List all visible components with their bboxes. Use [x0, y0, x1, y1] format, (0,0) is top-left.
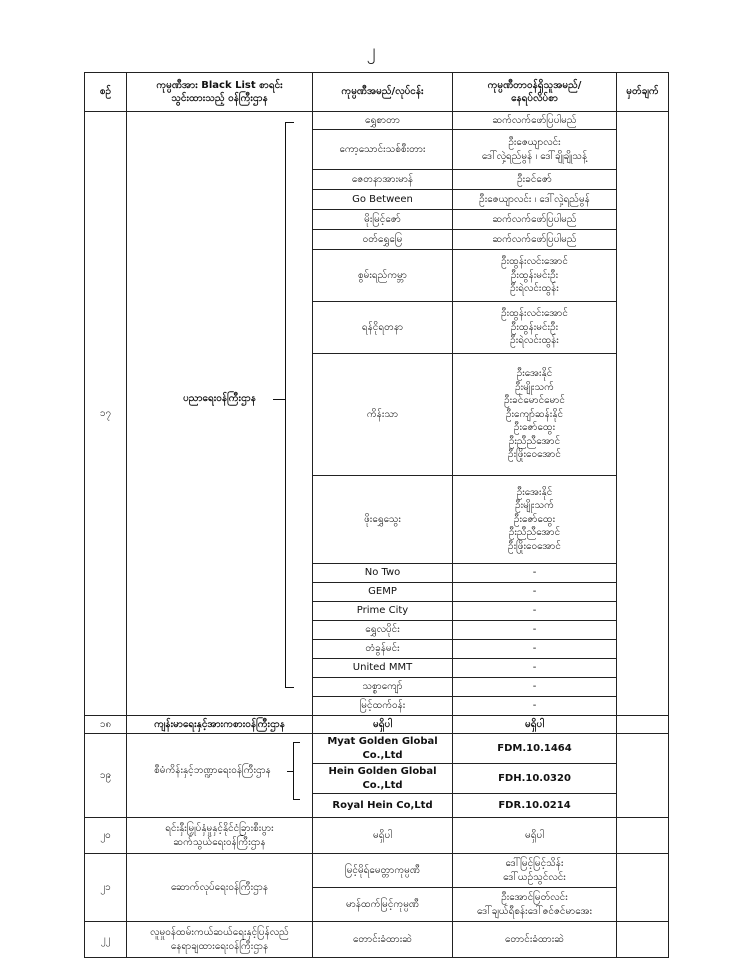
company-cell: Myat Golden Global Co.,Ltd: [313, 734, 453, 764]
row-no: ၂၂: [85, 922, 127, 958]
blacklist-table: [84, 72, 669, 958]
row-no: ၁၇: [85, 112, 127, 716]
company-cell: မြင့်ထက်ဝန်း: [313, 697, 453, 716]
company-cell: Go Between: [313, 190, 453, 210]
owner-cell: FDR.10.0214: [453, 794, 617, 818]
ministry-label: ပညာရေးဝန်ကြီးဌာန: [183, 393, 256, 404]
owner-cell: မရှိပါ: [453, 818, 617, 854]
company-cell: ရွှေလပိုင်း: [313, 621, 453, 640]
brace-arrow: [273, 399, 285, 400]
ministry-cell-construction: ဆောက်လုပ်ရေးဝန်ကြီးဌာန: [127, 854, 313, 922]
left-brace-icon: [293, 742, 300, 800]
table-header-row: [85, 73, 669, 112]
remark-cell: [617, 112, 669, 716]
owner-cell: -: [453, 621, 617, 640]
table-row: [85, 922, 669, 958]
company-cell: မရှိပါ: [313, 818, 453, 854]
header-no: စဉ်: [85, 73, 127, 112]
owner-cell: -: [453, 602, 617, 621]
company-cell: ဖိုးရွှေသွေး: [313, 476, 453, 564]
company-cell: မရှိပါ: [313, 716, 453, 734]
company-cell: တောင်းခံထားဆဲ: [313, 922, 453, 958]
owner-cell: FDH.10.0320: [453, 764, 617, 794]
ministry-label: စီမံကိန်းနှင့်ဘဏ္ဍာရေးဝန်ကြီးဌာန: [154, 765, 271, 776]
owner-cell: ဦးအောင်မြတ်လင်း ဒေါ်ချယ်ရီစန်းဒေါ်ဇင်ဇင်မာအေး: [453, 888, 617, 922]
owner-cell: -: [453, 640, 617, 659]
company-cell: Royal Hein Co,Ltd: [313, 794, 453, 818]
company-cell: No Two: [313, 564, 453, 583]
owner-cell: -: [453, 659, 617, 678]
ministry-cell-education: [127, 112, 313, 716]
owner-cell: -: [453, 564, 617, 583]
owner-cell: ဦးထွန်းလင်းအောင် ဦးထွန်းမင်းဦး ဦးရဲလင်းထွန်း: [453, 302, 617, 354]
owner-cell: မရှိပါ: [453, 716, 617, 734]
owner-cell: တောင်းခံထားဆဲ: [453, 922, 617, 958]
owner-cell: ဦးခင်ဇော်: [453, 170, 617, 190]
owner-cell: ဦးအေးနိုင် ဦးမျိုးသက် ဦးဇော်ထွေး ဦးညီညီအောင် ဦးဖြိုးဝေအောင်: [453, 476, 617, 564]
header-ministry: ကုမ္ပဏီအား Black List စာရင်း သွင်းထားသည့် ဝန်ကြီးဌာန: [127, 73, 313, 112]
company-cell: မြင့်မိုရ်မေတ္တာကုမ္ပဏီ: [313, 854, 453, 888]
owner-cell: ဦးထွန်းလင်းအောင် ဦးထွန်းမင်းဦး ဦးရဲလင်းထွန်း: [453, 250, 617, 302]
table-row: [85, 818, 669, 854]
company-cell: တံခွန်မင်း: [313, 640, 453, 659]
company-cell: ဝတ်ရွှေမြေ: [313, 230, 453, 250]
owner-cell: ဆက်လက်ဖော်ပြပါမည်: [453, 112, 617, 130]
left-brace-icon: [285, 122, 294, 688]
remark-cell: [617, 854, 669, 922]
owner-cell: ဦးအေးနိုင် ဦးမျိုးသက် ဦးခင်မောင်မောင် ဦးကျော်ဆန်းနိုင် ဦးဇော်ထွေး ဦးညီညီအောင် ဦးဖြိုးဝေအောင်: [453, 354, 617, 476]
owner-cell: ဦးဇေယျာလင်း ဒေါ်လှဲ့ရည်မွန် ၊ ဒေါ်ချိုချိုသန့်: [453, 130, 617, 170]
owner-cell: -: [453, 678, 617, 697]
table-row: [85, 854, 669, 888]
header-remark: မှတ်ချက်: [617, 73, 669, 112]
remark-cell: [617, 818, 669, 854]
company-cell: ရန်ငိုရတနာ: [313, 302, 453, 354]
table-row: [85, 716, 669, 734]
header-owner: ကုမ္ပဏီတာဝန်ရှိသူအမည်/ နေရပ်လိပ်စာ: [453, 73, 617, 112]
company-cell: ဇေတနာအားမာန်: [313, 170, 453, 190]
owner-cell: ဦးဇေယျာလင်း ၊ ဒေါ်လှဲ့ရည်မွန်: [453, 190, 617, 210]
remark-cell: [617, 734, 669, 818]
company-cell: သစ္စာကျော်: [313, 678, 453, 697]
company-cell: စွမ်းရည်ကမ္ဘာ: [313, 250, 453, 302]
header-company: ကုမ္ပဏီအမည်/လုပ်ငန်း: [313, 73, 453, 112]
owner-cell: -: [453, 583, 617, 602]
ministry-cell-social-welfare: လူမှုဝန်ထမ်းကယ်ဆယ်ရေးနှင့်ပြန်လည် နေရာချထားရေးဝန်ကြီးဌာန: [127, 922, 313, 958]
company-cell: ကော့သောင်းသစ်စီးတား: [313, 130, 453, 170]
ministry-cell-planning-finance: [127, 734, 313, 818]
owner-cell: -: [453, 697, 617, 716]
table-row: [85, 112, 669, 130]
remark-cell: [617, 716, 669, 734]
row-no: ၁၉: [85, 734, 127, 818]
company-cell: မိုးမြင့်ဇော်: [313, 210, 453, 230]
owner-cell: FDM.10.1464: [453, 734, 617, 764]
owner-cell: ဒေါ်မြင့်မြင့်သိန်း ဒေါ်ယဉ်သွင်လင်း: [453, 854, 617, 888]
table-row: [85, 734, 669, 764]
company-cell: GEMP: [313, 583, 453, 602]
company-cell: မာန်ထက်မြင့်ကုမ္ပဏီ: [313, 888, 453, 922]
remark-cell: [617, 922, 669, 958]
company-cell: Hein Golden Global Co.,Ltd: [313, 764, 453, 794]
ministry-cell-health: ကျန်းမာရေးနှင့်အားကစားဝန်ကြီးဌာန: [127, 716, 313, 734]
company-cell: ရွှေစာတာ: [313, 112, 453, 130]
ministry-cell-investment: ရင်းနှီးမြှုပ်နှံမှုနှင့်နိုင်ငံခြားစီးပွား ဆက်သွယ်ရေးဝန်ကြီးဌာန: [127, 818, 313, 854]
page-number: ၂: [366, 40, 376, 61]
row-no: ၂၁: [85, 854, 127, 922]
company-cell: ကိန်းသာ: [313, 354, 453, 476]
company-cell: Prime City: [313, 602, 453, 621]
owner-cell: ဆက်လက်ဖော်ပြပါမည်: [453, 230, 617, 250]
owner-cell: ဆက်လက်ဖော်ပြပါမည်: [453, 210, 617, 230]
row-no: ၁၈: [85, 716, 127, 734]
row-no: ၂၀: [85, 818, 127, 854]
company-cell: United MMT: [313, 659, 453, 678]
